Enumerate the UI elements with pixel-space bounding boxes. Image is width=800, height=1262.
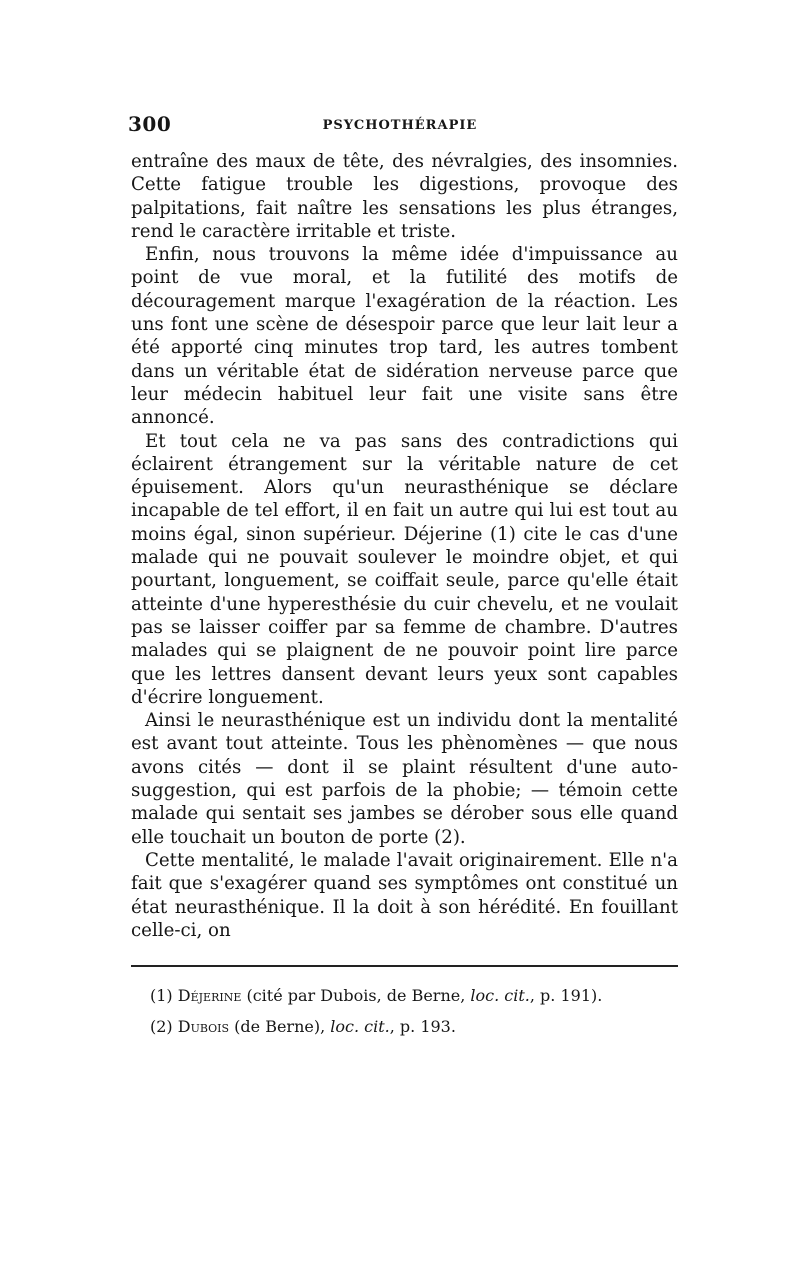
footnote-text: (cité par Dubois, de Berne,: [241, 986, 471, 1005]
paragraph-4: Ainsi le neurasthénique est un individu dont la mentalité est avant tout atteinte. Tous les phènomènes — que nous avons cités — dont il se plaint résultent d'une auto-suggestion, qui est parfois de la phobie; — témoin cette malade qui sentait ses jambes se dérober sous elle quand elle touchait un bouton de porte (2).: [131, 710, 678, 848]
running-title: PSYCHOTHÉRAPIE: [322, 118, 478, 133]
footnote-author: Dubois: [177, 1017, 230, 1036]
footnote-author: Déjerine: [177, 986, 242, 1005]
footnote-2: [150, 1011, 680, 1042]
body-text: [131, 150, 678, 942]
paragraph-5: Cette mentalité, le malade l'avait originairement. Elle n'a fait que s'exagérer quand ses symptômes ont constitué un état neurasthénique. Il la doit à son hérédité. En fouillant celle-ci, on: [131, 849, 678, 941]
footnote-citation: loc. cit.: [330, 1017, 390, 1036]
paragraph-3: Et tout cela ne va pas sans des contradictions qui éclairent étrangement sur la véritable nature de cet épuisement. Alors qu'un neurasthénique se déclare incapable de tel effort, il en fait un autre qui lui est tout au moins égal, sinon supérieur. Déjerine (1) cite le cas d'une malade qui ne pouvait soulever le moindre objet, et qui pourtant, longuement, se coiffait seule, parce qu'elle était atteinte d'une hyperesthésie du cuir chevelu, et ne voulait pas se laisser coiffer par sa femme de chambre. D'autres malades qui se plaignent de ne pouvoir point lire parce que les lettres dansent devant leurs yeux sont capables d'écrire longuement.: [131, 430, 678, 708]
page-number: 300: [128, 112, 172, 136]
paragraph-1: entraîne des maux de tête, des névralgies, des insomnies. Cette fatigue trouble les digestions, provoque des palpitations, fait naître les sensations les plus étranges, rend le caractère irritable et triste.: [131, 151, 678, 242]
footnote-page: , p. 191).: [529, 986, 603, 1005]
footnote-citation: loc. cit.: [470, 986, 530, 1005]
footnote-text: (de Berne),: [229, 1017, 331, 1036]
footnotes: [150, 980, 680, 1042]
paragraph-2: Enfin, nous trouvons la même idée d'impuissance au point de vue moral, et la futilité des motifs de découragement marque l'exagération de la réaction. Les uns font une scène de désespoir parce que leur lait leur a été apporté cinq minutes trop tard, les autres tombent dans un véritable état de sidération nerveuse parce que leur médecin habituel leur fait une visite sans être annoncé.: [131, 244, 678, 429]
footnote-mark: (2): [150, 1017, 173, 1036]
footnote-mark: (1): [150, 986, 173, 1005]
footnote-rule: [131, 965, 678, 967]
footnote-page: , p. 193.: [389, 1017, 456, 1036]
footnote-1: [150, 980, 680, 1011]
